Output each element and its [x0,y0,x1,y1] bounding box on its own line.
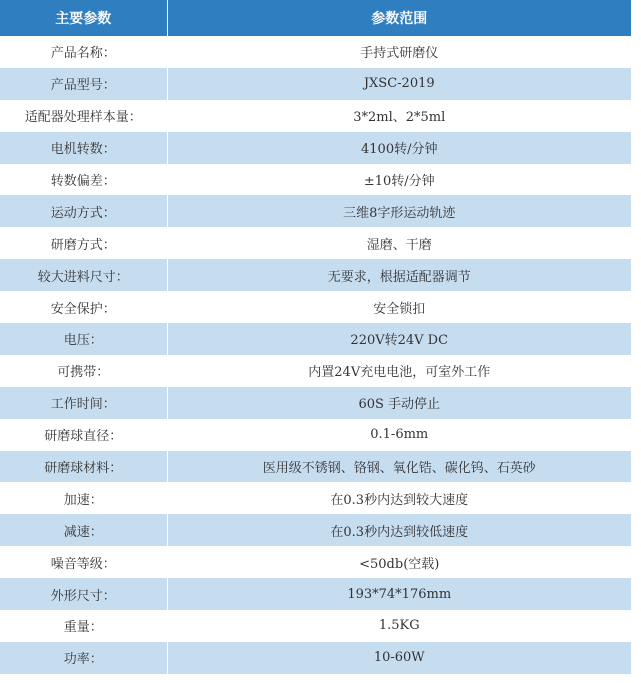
param-label: 减速： [0,514,167,546]
param-label: 功率： [0,642,167,674]
table-row [0,195,631,227]
table-row [0,323,631,355]
param-label: 适配器处理样本量： [0,100,167,132]
table-row [0,578,631,610]
param-value: 三维8字形运动轨迹 [167,195,631,227]
table-body [0,36,631,674]
param-label: 研磨球材料： [0,451,167,483]
table-row [0,259,631,291]
param-label: 噪音等级： [0,546,167,578]
param-value: 安全锁扣 [167,291,631,323]
param-value: 220V转24V DC [167,323,631,355]
table-row [0,355,631,387]
table-row [0,68,631,100]
param-label: 转数偏差： [0,164,167,196]
param-value: 内置24V充电电池，可室外工作 [167,355,631,387]
param-value: 医用级不锈钢、铬钢、氧化锆、碳化钨、石英砂 [167,451,631,483]
table-row [0,546,631,578]
header-param-range: 参数范围 [167,0,631,36]
param-value: 0.1-6mm [167,419,631,451]
param-value: <50db(空载) [167,546,631,578]
table-row [0,164,631,196]
table-row [0,36,631,68]
param-value: JXSC-2019 [167,68,631,100]
param-value: 60S 手动停止 [167,387,631,419]
header-main-params: 主要参数 [0,0,167,36]
param-label: 安全保护： [0,291,167,323]
param-label: 电机转数： [0,132,167,164]
param-label: 可携带： [0,355,167,387]
param-label: 工作时间： [0,387,167,419]
param-value: 3*2ml、2*5ml [167,100,631,132]
param-value: ±10转/分钟 [167,164,631,196]
table-header-row [0,0,631,36]
param-value: 在0.3秒内达到较大速度 [167,482,631,514]
param-label: 运动方式： [0,195,167,227]
param-label: 电压： [0,323,167,355]
param-label: 加速： [0,482,167,514]
param-label: 较大进料尺寸： [0,259,167,291]
param-value: 1.5KG [167,610,631,642]
table-row [0,291,631,323]
table-row [0,132,631,164]
table-row [0,387,631,419]
param-label: 重量： [0,610,167,642]
param-value: 湿磨、干磨 [167,227,631,259]
param-value: 4100转/分钟 [167,132,631,164]
param-label: 产品型号： [0,68,167,100]
table-row [0,642,631,674]
param-value: 在0.3秒内达到较低速度 [167,514,631,546]
table-row [0,482,631,514]
param-value: 手持式研磨仪 [167,36,631,68]
param-label: 研磨方式： [0,227,167,259]
param-label: 产品名称： [0,36,167,68]
table-row [0,227,631,259]
param-value: 193*74*176mm [167,578,631,610]
table-row [0,100,631,132]
table-row [0,514,631,546]
table-row [0,419,631,451]
param-value: 无要求，根据适配器调节 [167,259,631,291]
param-label: 外形尺寸： [0,578,167,610]
param-label: 研磨球直径： [0,419,167,451]
table-row [0,451,631,483]
table-row [0,610,631,642]
param-value: 10-60W [167,642,631,674]
